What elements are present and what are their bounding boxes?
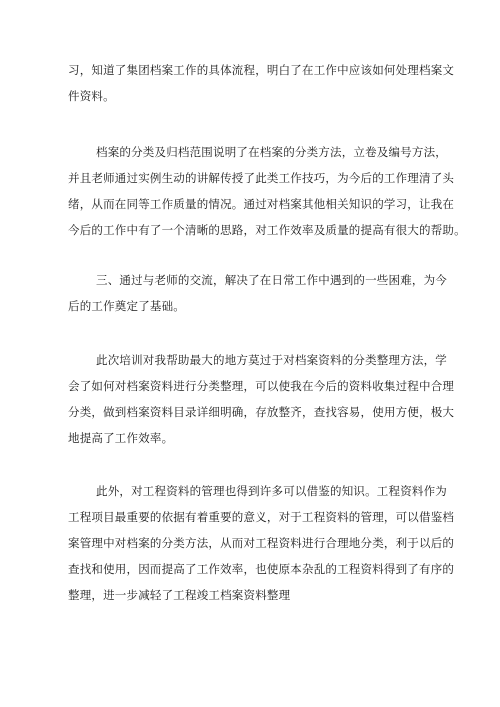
paragraph-line: 此次培训对我帮助最大的地方莫过于对档案资料的分类整理方法，学 <box>96 353 447 367</box>
paragraph-line: 查找和使用，因而提高了工作效率，也使原本杂乱的工程资料得到了有序的 <box>68 562 455 576</box>
paragraph-line: 绪，从而在同等工作质量的情况。通过对档案其他相关知识的学习，让我在 <box>68 197 455 211</box>
paragraph-line: 工程项目最重要的依据有着重要的意义，对于工程资料的管理，可以借鉴档 <box>68 510 455 524</box>
paragraph-line: 档案的分类及归档范围说明了在档案的分类方法，立卷及编号方法， <box>96 145 447 159</box>
paragraph-line: 今后的工作中有了一个清晰的思路，对工作效率及质量的提高有很大的帮助。 <box>68 223 466 237</box>
paragraph-line: 后的工作奠定了基础。 <box>68 299 185 313</box>
paragraph-line: 地提高了工作效率。 <box>68 431 174 445</box>
paragraph-line: 分类，做到档案资料目录详细明确，存放整齐，查找容易，使用方便，极大 <box>68 405 455 419</box>
paragraph-line: 三、通过与老师的交流，解决了在日常工作中遇到的一些困难，为今 <box>96 273 447 287</box>
paragraph-line: 并且老师通过实例生动的讲解传授了此类工作技巧，为今后的工作理清了头 <box>68 171 455 185</box>
paragraph-line: 整理，进一步减轻了工程竣工档案资料整理 <box>68 588 291 602</box>
paragraph-line: 习，知道了集团档案工作的具体流程，明白了在工作中应该如何处理档案文 <box>68 63 455 77</box>
paragraph-line: 案管理中对档案的分类方法，从而对工程资料进行合理地分类，利于以后的 <box>68 536 455 550</box>
paragraph-line: 件资料。 <box>68 89 115 103</box>
paragraph-line: 会了如何对档案资料进行分类整理，可以使我在今后的资料收集过程中合理 <box>68 379 455 393</box>
paragraph-line: 此外，对工程资料的管理也得到许多可以借鉴的知识。工程资料作为 <box>96 484 447 498</box>
